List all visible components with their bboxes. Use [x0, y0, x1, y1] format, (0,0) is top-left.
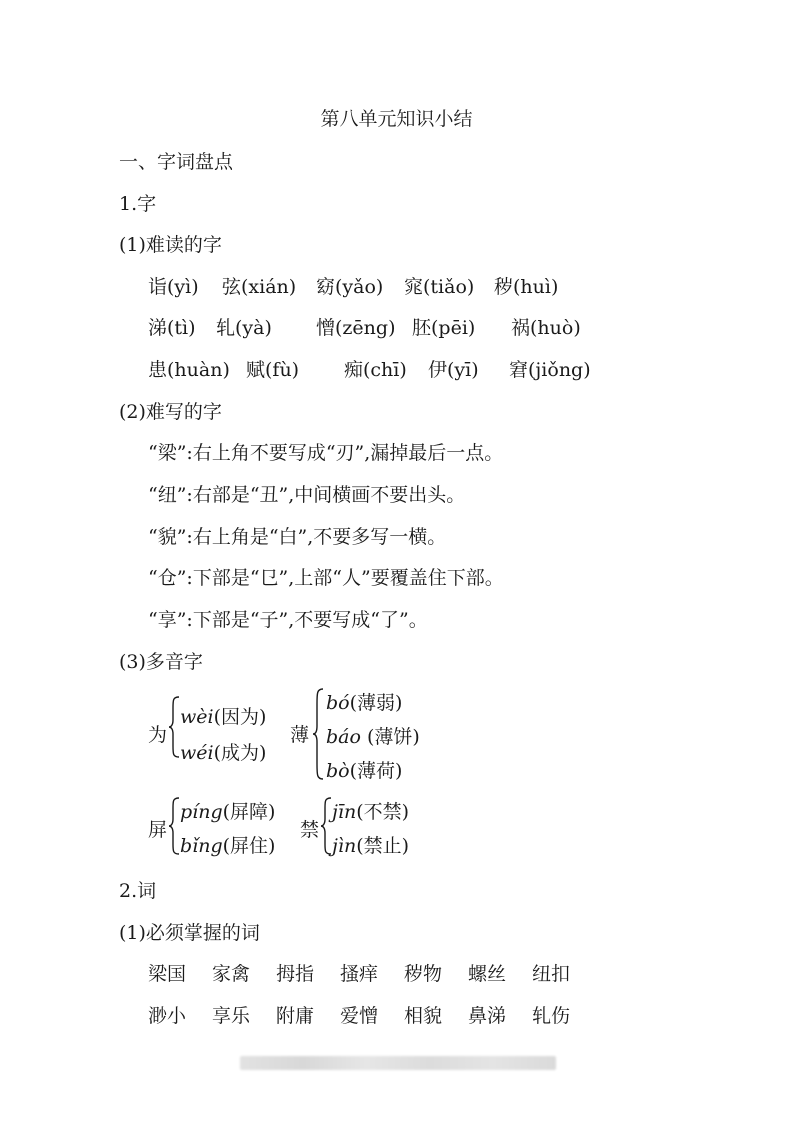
pinyin: bǐng — [180, 835, 223, 857]
polyphone-reading — [180, 797, 275, 824]
writing-tip: “仓”:下部是“㔾”,上部“人”要覆盖住下部。 — [148, 567, 504, 589]
char-reading: 涕(tì) — [148, 317, 196, 339]
pinyin: jīn — [332, 801, 357, 823]
word-item: 鼻涕 — [468, 1005, 507, 1027]
char-reading: 诣(yì) — [148, 276, 199, 298]
word-item: 螺丝 — [468, 963, 507, 985]
word-item: 搔痒 — [340, 963, 379, 985]
left-brace-icon — [312, 688, 324, 780]
example-word: (不禁) — [356, 801, 410, 823]
polyphone-reading — [332, 797, 409, 824]
pinyin: wéi — [180, 742, 214, 764]
example-word: (薄弱) — [349, 692, 403, 714]
subheading-characters: 1.字 — [119, 193, 157, 215]
polyphone-char: 为 — [148, 724, 168, 746]
pinyin: bó — [326, 692, 350, 714]
example-word: (成为) — [213, 742, 267, 764]
char-reading: 秽(huì) — [494, 276, 559, 298]
char-reading: 窘(jiǒng) — [509, 359, 591, 381]
char-reading: 憎(zēng) — [316, 317, 396, 339]
word-item: 相貌 — [404, 1005, 443, 1027]
word-item: 享乐 — [212, 1005, 251, 1027]
example-word: (屏住) — [222, 835, 276, 857]
polyphone-reading — [180, 702, 266, 729]
polyphone-char: 屏 — [148, 819, 168, 841]
subheading-words: 2.词 — [119, 880, 157, 902]
word-item: 拇指 — [276, 963, 315, 985]
polyphone-group-ping — [148, 793, 288, 859]
polyphone-reading — [326, 688, 402, 715]
example-word: (薄饼) — [360, 726, 420, 748]
polyphone-group-jin — [300, 793, 430, 859]
heading-hard-to-read: (1)难读的字 — [119, 234, 222, 256]
polyphone-group-wei — [148, 692, 278, 768]
word-item: 爱憎 — [340, 1005, 379, 1027]
blurred-footer-watermark — [240, 1056, 556, 1070]
char-reading: 伊(yī) — [428, 359, 479, 381]
pinyin: jìn — [332, 835, 357, 857]
polyphone-reading — [180, 738, 266, 765]
word-item: 纽扣 — [532, 963, 571, 985]
section-heading-word-review: 一、字词盘点 — [119, 151, 234, 173]
left-brace-icon — [168, 797, 180, 855]
page-title: 第八单元知识小结 — [320, 108, 473, 130]
char-reading: 患(huàn) — [148, 359, 230, 381]
polyphone-reading — [332, 831, 409, 858]
heading-polyphones: (3)多音字 — [119, 651, 203, 673]
word-item: 附庸 — [276, 1005, 315, 1027]
char-reading: 痴(chī) — [344, 359, 407, 381]
example-word: (禁止) — [356, 835, 410, 857]
char-reading: 胚(pēi) — [412, 317, 476, 339]
word-item: 秽物 — [404, 963, 443, 985]
pinyin: wèi — [180, 706, 214, 728]
pinyin: báo — [326, 726, 361, 748]
writing-tip: “貌”:右上角是“白”,不要多写一横。 — [148, 526, 447, 548]
word-item: 家禽 — [212, 963, 251, 985]
char-reading: 祸(huò) — [511, 317, 581, 339]
writing-tip: “享”:下部是“子”,不要写成“了”。 — [148, 609, 428, 631]
char-reading: 弦(xián) — [222, 276, 297, 298]
char-reading: 轧(yà) — [216, 317, 272, 339]
word-item: 轧伤 — [532, 1005, 571, 1027]
left-brace-icon — [320, 797, 332, 855]
char-reading: 赋(fù) — [246, 359, 300, 381]
heading-must-know-words: (1)必须掌握的词 — [119, 922, 260, 944]
polyphone-group-bao — [290, 684, 430, 784]
word-item: 梁国 — [148, 963, 187, 985]
heading-hard-to-write: (2)难写的字 — [119, 401, 222, 423]
example-word: (薄荷) — [349, 760, 403, 782]
char-reading: 窈(yǎo) — [316, 276, 384, 298]
pinyin: bò — [326, 760, 350, 782]
pinyin: píng — [180, 801, 223, 823]
polyphone-char: 禁 — [300, 819, 320, 841]
writing-tip: “纽”:右部是“丑”,中间横画不要出头。 — [148, 484, 466, 506]
polyphone-char: 薄 — [290, 724, 310, 746]
polyphone-reading — [180, 831, 275, 858]
polyphone-reading — [326, 756, 402, 783]
char-reading: 窕(tiǎo) — [404, 276, 475, 298]
example-word: (因为) — [213, 706, 267, 728]
left-brace-icon — [168, 696, 180, 758]
writing-tip: “梁”:右上角不要写成“刃”,漏掉最后一点。 — [148, 442, 504, 464]
example-word: (屏障) — [222, 801, 276, 823]
polyphone-reading — [326, 722, 420, 749]
word-item: 渺小 — [148, 1005, 187, 1027]
